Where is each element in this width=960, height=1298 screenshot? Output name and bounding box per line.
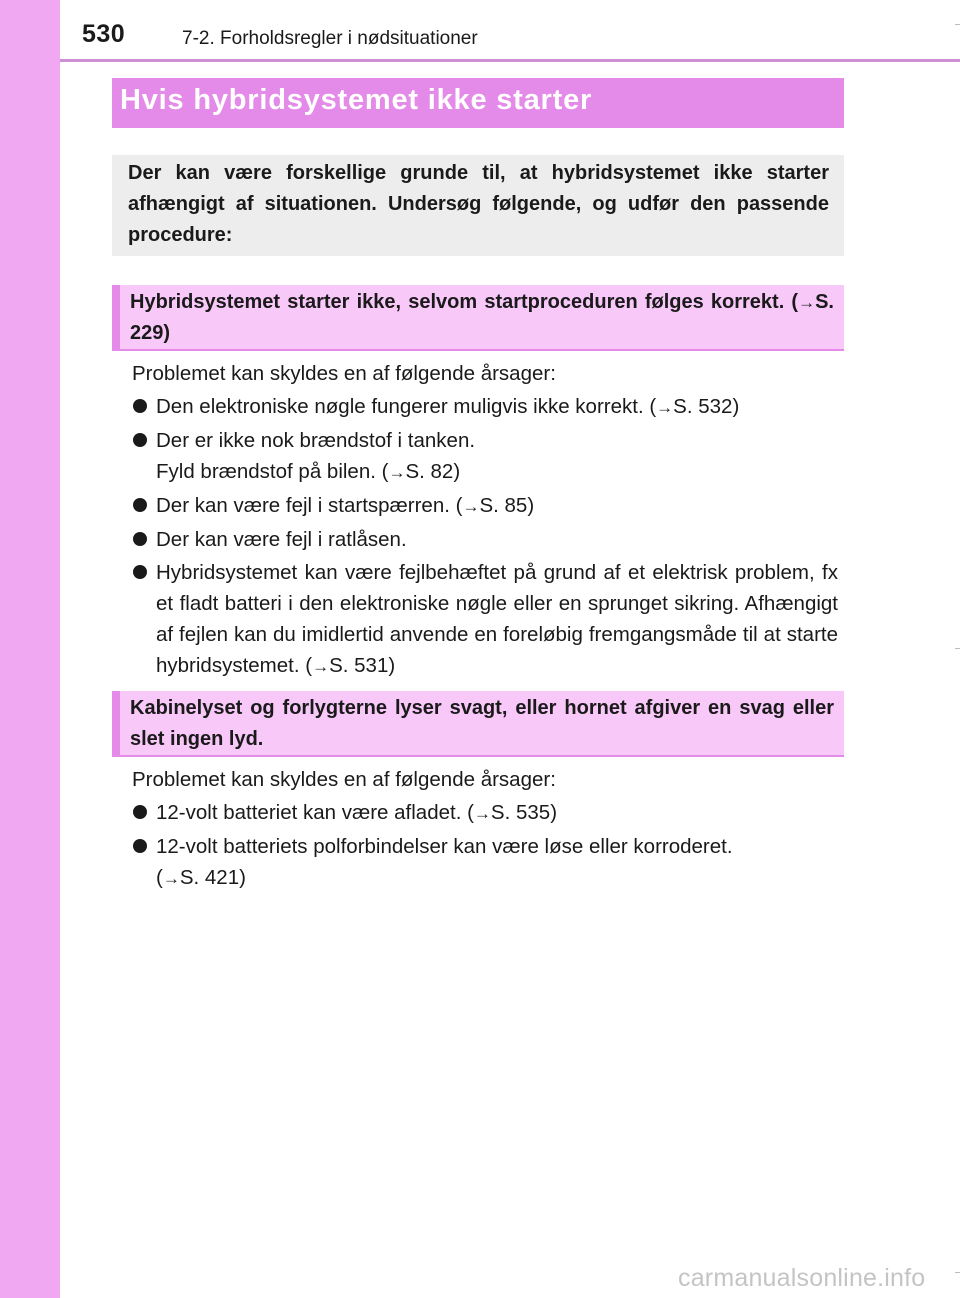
page-title-bar bbox=[112, 78, 844, 128]
page-reference: S. 531) bbox=[329, 654, 396, 677]
section-body-2 bbox=[132, 764, 838, 896]
arrow-icon: → bbox=[388, 463, 406, 482]
page-reference: S. 532) bbox=[673, 395, 740, 418]
bullet-text: Hybridsystemet kan være fejlbehæftet på grund af et elektrisk problem, fx et fladt batteri i den elektroniske nøgle eller en sprunget sikring. Afhængigt af fejlen kan du imidlertid anvende en foreløbig fremgangsmåde til at starte hybridsystemet. ( bbox=[156, 561, 838, 677]
page-reference: S. 82) bbox=[405, 460, 461, 483]
intro-text: Der kan være forskellige grunde til, at hybridsystemet ikke starter afhængigt af situationen. Undersøg følgende, og udfør den passende procedure: bbox=[128, 162, 829, 246]
section-heading-1-text: Hybridsystemet starter ikke, selvom startproceduren følges korrekt. ( bbox=[130, 291, 799, 313]
bullet-text: Den elektroniske nøgle fungerer muligvis ikke korrekt. ( bbox=[156, 395, 657, 418]
bullet-item bbox=[132, 425, 838, 488]
page-title: Hvis hybridsystemet ikke starter bbox=[120, 84, 593, 116]
crop-mark bbox=[955, 1272, 960, 1273]
intro-box bbox=[112, 155, 844, 256]
bullet-text: Der er ikke nok brændstof i tanken. bbox=[156, 429, 476, 452]
page-number: 530 bbox=[82, 20, 126, 48]
bullet-text: 12-volt batteriets polforbindelser kan være løse eller korroderet. bbox=[156, 835, 733, 858]
bullet-text-line2: ( bbox=[156, 866, 163, 889]
watermark: carmanualsonline.info bbox=[678, 1264, 926, 1292]
arrow-icon: → bbox=[162, 869, 180, 888]
bullet-item bbox=[132, 797, 838, 829]
page-reference: S. 229) bbox=[130, 291, 834, 344]
bullet-item bbox=[132, 490, 838, 522]
bullet-text: Der kan være fejl i ratlåsen. bbox=[156, 528, 407, 551]
bullet-item bbox=[132, 524, 838, 555]
section-path: 7-2. Forholdsregler i nødsituationer bbox=[182, 28, 478, 49]
left-margin-band bbox=[0, 0, 60, 1298]
section-heading-2-text: Kabinelyset og forlygterne lyser svagt, eller hornet afgiver en svag eller slet ingen lyd. bbox=[130, 697, 834, 750]
section-heading-1 bbox=[112, 285, 844, 351]
crop-mark bbox=[955, 24, 960, 25]
page-reference: S. 85) bbox=[479, 494, 535, 517]
section-heading-2 bbox=[112, 691, 844, 757]
section-lead-1: Problemet kan skyldes en af følgende årsager: bbox=[132, 362, 556, 385]
arrow-icon: → bbox=[462, 497, 480, 516]
bullet-item bbox=[132, 831, 838, 894]
arrow-icon: → bbox=[473, 804, 491, 823]
arrow-icon: → bbox=[312, 657, 330, 676]
header-rule bbox=[60, 59, 960, 62]
page-reference: S. 535) bbox=[490, 801, 558, 824]
arrow-icon: → bbox=[656, 398, 674, 417]
bullet-item bbox=[132, 557, 838, 682]
crop-mark bbox=[955, 648, 960, 649]
bullet-text: 12-volt batteriet kan være afladet. ( bbox=[156, 801, 474, 824]
page-reference: S. 421) bbox=[179, 866, 246, 889]
bullet-item bbox=[132, 391, 838, 423]
section-body-1 bbox=[132, 358, 838, 684]
bullet-text: Der kan være fejl i startspærren. ( bbox=[156, 494, 463, 517]
bullet-text-line2: Fyld brændstof på bilen. ( bbox=[156, 460, 389, 483]
arrow-icon: → bbox=[798, 293, 816, 312]
section-lead-2: Problemet kan skyldes en af følgende årsager: bbox=[132, 768, 556, 791]
